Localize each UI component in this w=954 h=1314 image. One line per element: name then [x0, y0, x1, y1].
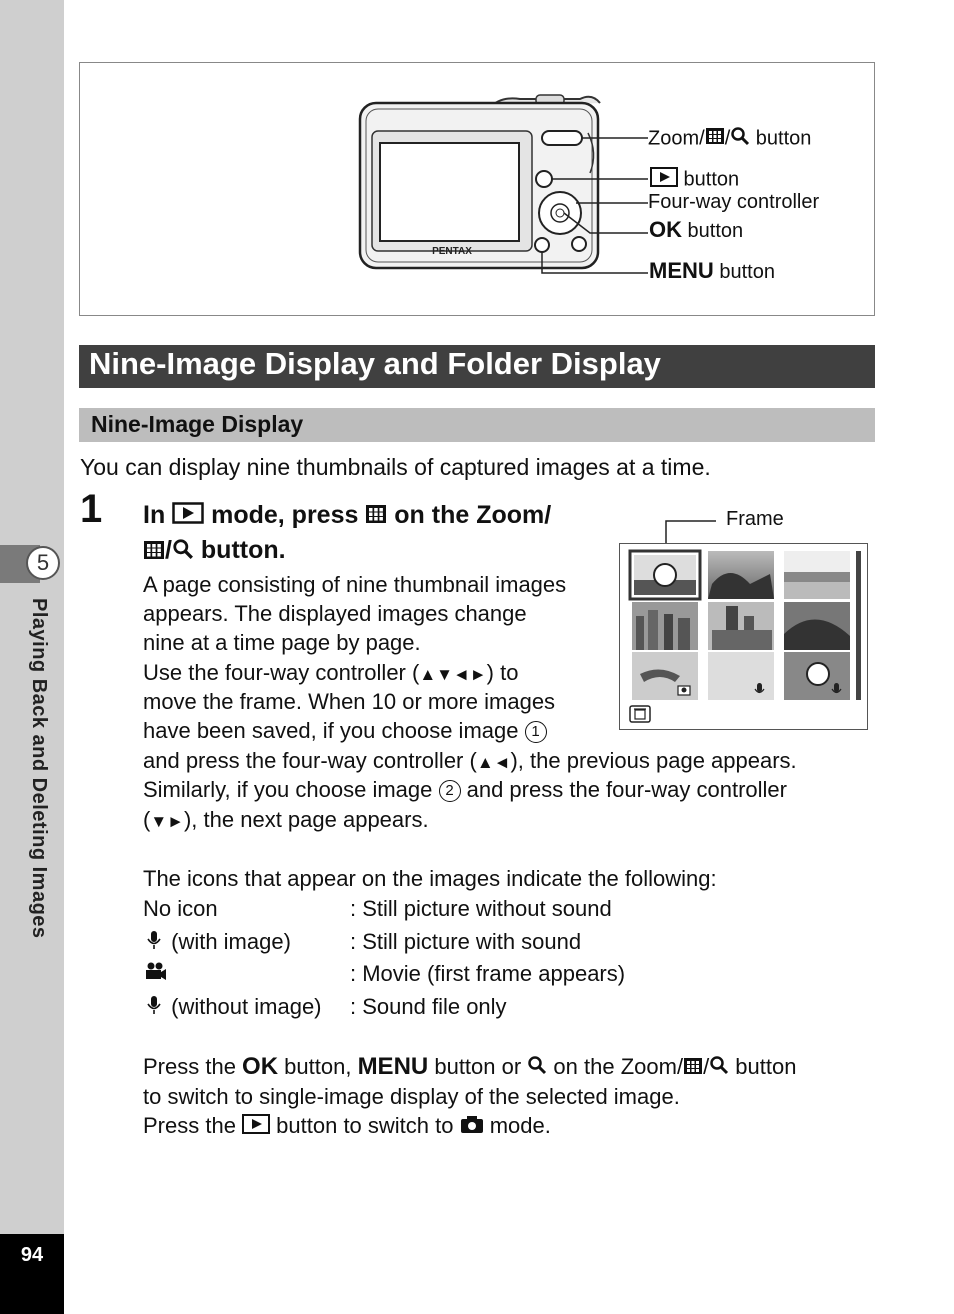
- page-number: 94: [20, 1244, 44, 1266]
- section-title: Nine-Image Display and Folder Display: [89, 346, 661, 381]
- menu-button-label: MENU button: [649, 258, 775, 283]
- four-way-controller-label: Four-way controller: [648, 191, 820, 213]
- nine-image-icon: [683, 1053, 703, 1082]
- playback-icon: [650, 167, 678, 193]
- menu-key: MENU: [357, 1053, 429, 1080]
- circled-number-1: 1: [525, 721, 547, 743]
- magnifier-icon: [172, 535, 194, 569]
- closing-line-2: to switch to single-image display of the selected image.: [143, 1084, 680, 1109]
- step-body-line: Similarly, if you choose image 2 and press the four-way controller: [143, 777, 787, 802]
- step-body-line: move the frame. When 10 or more images: [143, 689, 556, 714]
- trash-icon: [630, 706, 650, 722]
- frame-label: Frame: [726, 508, 784, 530]
- playback-button-label: button: [650, 167, 739, 193]
- page-number-box: [0, 1234, 64, 1314]
- step-body-line: Use the four-way controller (▲▼◄►) to: [143, 660, 519, 685]
- ok-key: OK: [242, 1053, 279, 1080]
- step-body-line: and press the four-way controller (▲◄), the previous page appears.: [143, 748, 797, 773]
- nine-image-icon: [365, 499, 387, 533]
- arrow-keys-all: ▲▼◄►: [419, 665, 487, 684]
- step-number: 1: [80, 487, 103, 531]
- chapter-badge: [0, 545, 64, 583]
- ok-button-label: OK button: [649, 217, 744, 242]
- playback-icon: [172, 499, 204, 533]
- microphone-icon: [143, 994, 165, 1022]
- nine-image-screen: [619, 543, 868, 730]
- playback-icon: [242, 1112, 270, 1141]
- circled-number-2: 2: [439, 780, 461, 802]
- movie-icon: [143, 961, 167, 989]
- subsection-title: Nine-Image Display: [91, 411, 304, 437]
- microphone-icon: [143, 929, 165, 957]
- camera-diagram: [79, 62, 875, 316]
- step-body-line: A page consisting of nine thumbnail images: [143, 572, 567, 597]
- movie-icon: [678, 686, 690, 695]
- chapter-title: Playing Back and Deleting Images: [28, 598, 50, 939]
- nine-image-icon: [143, 535, 165, 569]
- section-heading-bar: [79, 345, 875, 388]
- step-body-line: have been saved, if you choose image 1: [143, 716, 547, 745]
- intro-text: You can display nine thumbnails of captured images at a time.: [80, 454, 711, 480]
- brand-logo: PENTAX: [432, 246, 472, 257]
- arrow-keys-prev: ▲◄: [476, 753, 511, 772]
- step-body-line: appears. The displayed images change: [143, 601, 527, 626]
- step-body-line: (▼►), the next page appears.: [143, 807, 429, 832]
- step-title: In mode, press on the Zoom/ / button.: [143, 498, 613, 569]
- zoom-button-label: Zoom/ / button: [648, 126, 811, 152]
- icon-legend-intro: The icons that appear on the images indicate the following:: [143, 866, 717, 891]
- magnifier-icon: [527, 1053, 547, 1082]
- chapter-number: 5: [26, 546, 60, 580]
- subsection-heading-bar: [79, 408, 875, 442]
- arrow-keys-next: ▼►: [150, 812, 184, 831]
- step-body-line: nine at a time page by page.: [143, 630, 421, 655]
- magnifier-icon: [709, 1053, 729, 1082]
- magnifier-icon: [730, 126, 750, 152]
- thumbnail-grid: [620, 544, 866, 728]
- closing-line-1: Press the OK button, MENU button or on the Zoom/ / button: [143, 1052, 796, 1083]
- camera-icon: [460, 1112, 484, 1141]
- closing-line-3: Press the button to switch to mode.: [143, 1111, 551, 1142]
- nine-image-icon: [705, 127, 725, 151]
